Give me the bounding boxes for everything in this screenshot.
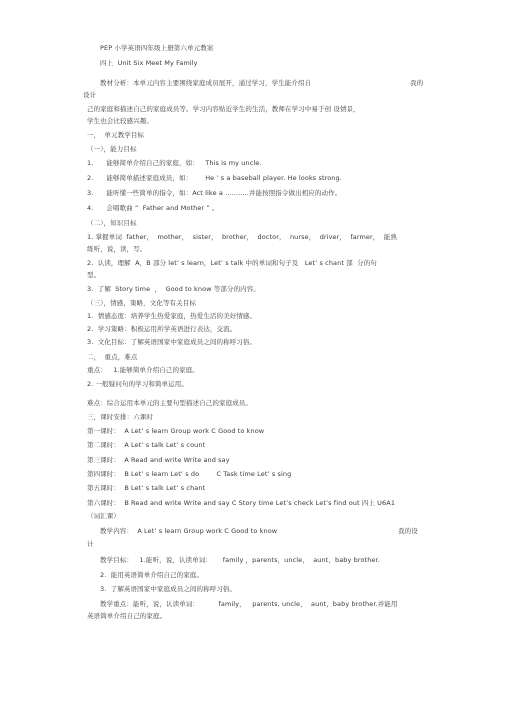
text-line: 4. 会唱歌曲 “ Father and Mother ” 。 — [87, 204, 219, 212]
schedule-item: 第一课时： A Let’ s learn Group work C Good to know — [87, 427, 265, 435]
text-line: 2. 学习策略：积极运用所学英语进行表达，交流。 — [87, 325, 237, 333]
subsection-heading: （一），能力目标 — [87, 145, 137, 153]
schedule-item: 第三课时： A Read and write Write and say — [87, 456, 230, 464]
text-line: 教学重点：能听，说，认读单词： family， parents, uncle， aunt，baby brother.并能用 — [100, 600, 398, 608]
text-line: （词汇课） — [87, 512, 120, 520]
side-note: 计 — [87, 540, 94, 548]
schedule-item: 第四课时： B Let’ s learn Let’ s do C Task time Let’ s sing — [87, 470, 292, 478]
text-line: 学生也会比较感兴趣。 — [87, 117, 153, 125]
text-line: 1. 掌握单词 father， mother， sister， brother， doctor， nurse， driver， farmer， 能熟 — [87, 233, 397, 241]
text-line: 2. 一般疑问句的学习和简单运用。 — [87, 380, 188, 388]
text-line: 3. 了解 Story time ， Good to know 等部分的内容。 — [87, 285, 260, 293]
text-line: 教材分析：本单元内容主要围绕家庭成员展开，通过学习，学生能介绍自 — [100, 79, 312, 87]
text-line: 3. 文化目标：了解英语国家中家庭成员之间的称呼习俗。 — [87, 338, 257, 346]
schedule-item: 第五课时： B Let’ s talk Let’ s chant — [87, 484, 206, 492]
text-line: 教学目标： 1.能听，说，认读单词： family ，parents，uncle， aunt，baby brother. — [100, 556, 380, 564]
subsection-heading: （二），知识目标 — [87, 219, 137, 227]
side-note: 我的 — [410, 79, 424, 87]
unit-title: 四上 Unit Six Meet My Family — [100, 59, 198, 67]
doc-title: PEP 小学英语四年级上册第六单元教案 — [100, 44, 214, 52]
text-line: 2. 认读，理解 A，B 部分 let’ s learn，Let’ s talk 中的单词和句子及 Let’ s chant 部 分的句 — [87, 259, 377, 267]
text-line: 2. 能用英语简单介绍自己的家庭。 — [100, 571, 204, 579]
section-heading: 一， 单元教学目标 — [87, 131, 145, 139]
text-line: 1. 情感态度：培养学生热爱家庭，热爱生活的美好情感。 — [87, 312, 257, 320]
text-line: 难点：综合运用本单元的主要句型描述自己的家庭成员。 — [87, 399, 252, 407]
text-line: 己的家庭和描述自己的家庭成员等。学习内容贴近学生的生活，教师在学习中易于创 设情景， — [87, 105, 360, 113]
section-heading: 三，课时安排：六课时 — [87, 413, 153, 421]
text-line: 重点： 1.能够简单介绍自己的家庭。 — [87, 366, 199, 374]
text-line: 英语简单介绍自己的家庭。 — [87, 612, 167, 620]
text-line: 教学内容： A Let’ s learn Group work C Good to know — [100, 527, 278, 535]
schedule-item: 第二课时： A Let’ s talk Let’ s count — [87, 441, 206, 449]
section-heading: 二， 重点，难点 — [87, 353, 138, 361]
text-line: 2. 能够简单描述家庭成员，如： He ’ s a baseball player. He looks strong. — [87, 174, 342, 182]
text-line: 3. 了解英语国家中家庭成员之间的称呼习俗。 — [100, 585, 237, 593]
side-note: 设计 — [83, 91, 97, 99]
text-line: 练听，说，读，写。 — [87, 245, 147, 253]
text-line: 1. 能够简单介绍自己的家庭，如： This is my uncle. — [87, 159, 262, 167]
schedule-item: 第六课时： B Read and write Write and say C Story time Let’s check Let’s find out 四上 U6A1 — [87, 499, 396, 507]
side-note: 我的设 — [398, 527, 418, 535]
text-line: 型。 — [87, 271, 101, 279]
subsection-heading: （三），情感，策略，文化等有关目标 — [87, 299, 196, 307]
text-line: 3. 能听懂一些简单的指令，如：Act like a ...........并能按照指令做出相应的动作。 — [87, 189, 342, 197]
